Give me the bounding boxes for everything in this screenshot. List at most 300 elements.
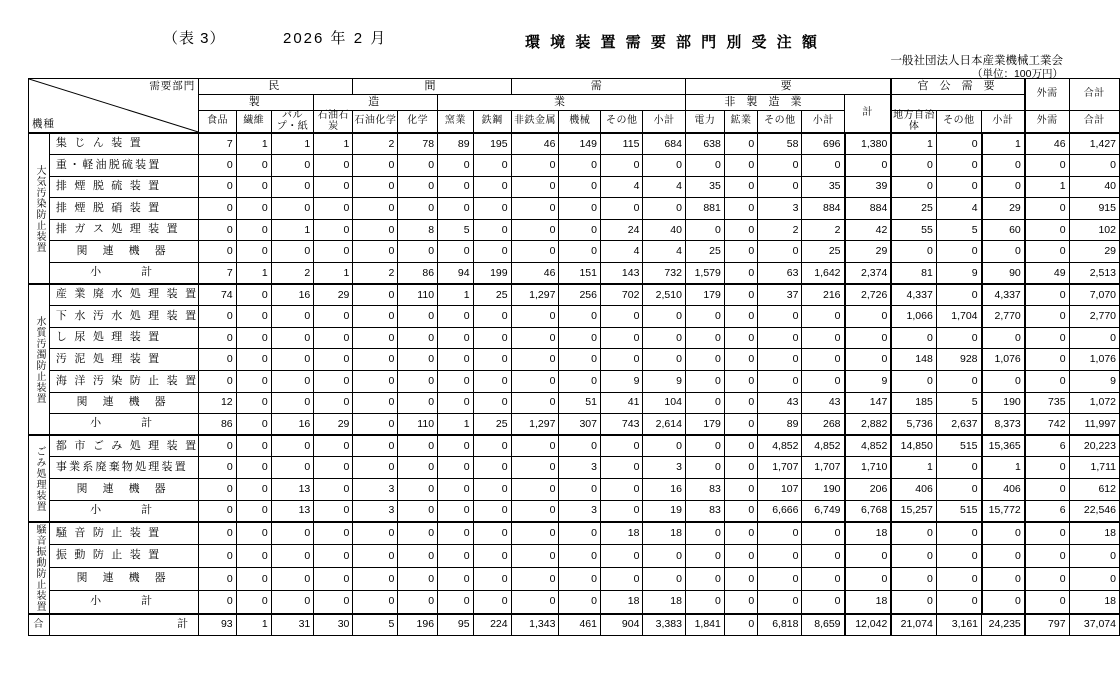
- col-power: 電力: [685, 111, 724, 134]
- cell-value: 0: [559, 435, 601, 457]
- cell-value: 13: [271, 500, 313, 522]
- cell-value: 16: [271, 414, 313, 436]
- cell-value: 0: [643, 568, 686, 591]
- cell-value: 0: [1069, 568, 1119, 591]
- cell-value: 0: [600, 479, 642, 501]
- cell-value: 3: [353, 500, 398, 522]
- cell-value: 0: [559, 522, 601, 545]
- table-row: [29, 500, 1120, 522]
- row-item-label: 集 じ ん 装 置: [49, 133, 198, 155]
- grand-total-cell: 30: [314, 614, 353, 636]
- table-row: [29, 198, 1120, 220]
- corner-bottom-label: 機種: [32, 117, 55, 130]
- cell-value: 18: [600, 522, 642, 545]
- row-item-label: 排 ガ ス 処 理 装 置: [49, 219, 198, 241]
- cell-value: 0: [600, 349, 642, 371]
- cell-value: 0: [845, 306, 892, 328]
- cell-value: 0: [511, 545, 559, 568]
- cell-value: 0: [271, 241, 313, 263]
- cell-value: 0: [724, 155, 757, 177]
- cell-value: 29: [314, 414, 353, 436]
- row-item-label: 都 市 ご み 処 理 装 置: [49, 435, 198, 457]
- cell-value: 0: [643, 327, 686, 349]
- cell-value: 1,072: [1069, 392, 1119, 414]
- cell-value: 6,749: [802, 500, 845, 522]
- grand-total-cell: 1: [236, 614, 271, 636]
- cell-value: 0: [199, 435, 236, 457]
- row-item-label: 振 動 防 止 装 置: [49, 545, 198, 568]
- cell-value: 0: [724, 198, 757, 220]
- cell-value: 0: [438, 371, 474, 393]
- cell-value: 0: [353, 435, 398, 457]
- cell-value: 19: [643, 500, 686, 522]
- cell-value: 0: [271, 568, 313, 591]
- cell-value: 0: [271, 349, 313, 371]
- cell-value: 0: [559, 198, 601, 220]
- row-item-label: 排 煙 脱 硝 装 置: [49, 198, 198, 220]
- cell-value: 0: [271, 545, 313, 568]
- cell-value: 0: [199, 522, 236, 545]
- cell-value: 0: [473, 198, 511, 220]
- cell-value: 83: [685, 500, 724, 522]
- cell-value: 0: [758, 306, 802, 328]
- cell-value: 0: [936, 241, 981, 263]
- cell-value: 55: [891, 219, 936, 241]
- cell-value: 0: [685, 155, 724, 177]
- cell-value: 0: [1025, 568, 1069, 591]
- cell-value: 16: [643, 479, 686, 501]
- cell-value: 9: [936, 263, 981, 285]
- cell-value: 0: [724, 263, 757, 285]
- cell-value: 0: [845, 327, 892, 349]
- col-grandtotal-sub: 合計: [1069, 111, 1119, 134]
- cell-value: 35: [802, 176, 845, 198]
- cell-value: 0: [236, 327, 271, 349]
- cell-value: 0: [1025, 327, 1069, 349]
- col-nonmfg-subtotal: 小計: [802, 111, 845, 134]
- col-mfg-3: 業: [438, 95, 686, 111]
- table-row: [29, 545, 1120, 568]
- cell-value: 884: [802, 198, 845, 220]
- cell-value: 0: [398, 306, 438, 328]
- col-band-foreign: 外需: [1025, 79, 1069, 111]
- cell-value: 0: [802, 545, 845, 568]
- cell-value: 406: [891, 479, 936, 501]
- cell-value: 0: [724, 327, 757, 349]
- cell-value: 1,642: [802, 263, 845, 285]
- cell-value: 0: [473, 435, 511, 457]
- cell-value: 0: [353, 219, 398, 241]
- cell-value: 0: [398, 198, 438, 220]
- cell-value: 4: [643, 176, 686, 198]
- cell-value: 0: [353, 545, 398, 568]
- cell-value: 1: [314, 133, 353, 155]
- cell-value: 0: [511, 371, 559, 393]
- cell-value: 0: [473, 371, 511, 393]
- grand-total-cell: 8,659: [802, 614, 845, 636]
- cell-value: 0: [685, 435, 724, 457]
- cell-value: 1,704: [936, 306, 981, 328]
- cell-value: 7,070: [1069, 284, 1119, 306]
- cell-value: 0: [236, 219, 271, 241]
- cell-value: 0: [314, 392, 353, 414]
- cell-value: 0: [438, 327, 474, 349]
- cell-value: 20,223: [1069, 435, 1119, 457]
- cell-value: 43: [758, 392, 802, 414]
- col-oil-coal: 石油石炭: [314, 111, 353, 134]
- cell-value: 0: [398, 241, 438, 263]
- cell-value: 110: [398, 414, 438, 436]
- cell-value: 0: [473, 545, 511, 568]
- cell-value: 12: [199, 392, 236, 414]
- cell-value: 0: [891, 568, 936, 591]
- cell-value: 2,637: [936, 414, 981, 436]
- grand-total-cell: 904: [600, 614, 642, 636]
- cell-value: 0: [271, 457, 313, 479]
- cell-value: 0: [724, 176, 757, 198]
- cell-value: 0: [314, 500, 353, 522]
- cell-value: 0: [511, 500, 559, 522]
- cell-value: 0: [758, 568, 802, 591]
- row-item-label: 汚 泥 処 理 装 置: [49, 349, 198, 371]
- cell-value: 0: [353, 349, 398, 371]
- cell-value: 0: [559, 241, 601, 263]
- cell-value: 2,513: [1069, 263, 1119, 285]
- cell-value: 0: [398, 500, 438, 522]
- cell-value: 0: [353, 414, 398, 436]
- cell-value: 0: [559, 371, 601, 393]
- cell-value: 0: [236, 306, 271, 328]
- grand-total-cell: 461: [559, 614, 601, 636]
- table-row: [29, 522, 1120, 545]
- cell-value: 15,365: [982, 435, 1025, 457]
- cell-value: 190: [802, 479, 845, 501]
- cell-value: 4,852: [802, 435, 845, 457]
- cell-value: 11,997: [1069, 414, 1119, 436]
- table-row: [29, 133, 1120, 155]
- cell-value: 2,510: [643, 284, 686, 306]
- cell-value: 22,546: [1069, 500, 1119, 522]
- cell-value: 0: [982, 241, 1025, 263]
- cell-value: 0: [473, 479, 511, 501]
- col-band-yo: 要: [685, 79, 891, 95]
- cell-value: 307: [559, 414, 601, 436]
- cell-value: 0: [758, 349, 802, 371]
- association-name: 一般社団法人日本産業機械工業会: [890, 55, 1063, 67]
- cell-value: 0: [936, 155, 981, 177]
- cell-value: 0: [398, 568, 438, 591]
- cell-value: 6: [1025, 500, 1069, 522]
- cell-value: 0: [398, 435, 438, 457]
- cell-value: 0: [758, 327, 802, 349]
- cell-value: 195: [473, 133, 511, 155]
- cell-value: 0: [398, 349, 438, 371]
- cell-value: 0: [511, 219, 559, 241]
- cell-value: 1: [891, 457, 936, 479]
- cell-value: 102: [1069, 219, 1119, 241]
- cell-value: 0: [936, 568, 981, 591]
- cell-value: 25: [891, 198, 936, 220]
- cell-value: 0: [724, 568, 757, 591]
- row-item-label: 関 連 機 器: [49, 568, 198, 591]
- col-petrochem: 石油化学: [353, 111, 398, 134]
- grand-total-cell: 93: [199, 614, 236, 636]
- cell-value: 0: [845, 568, 892, 591]
- cell-value: 0: [199, 591, 236, 614]
- cell-value: 86: [199, 414, 236, 436]
- cell-value: 63: [758, 263, 802, 285]
- cell-value: 0: [398, 392, 438, 414]
- cell-value: 0: [643, 545, 686, 568]
- cell-value: 0: [353, 371, 398, 393]
- cell-value: 0: [600, 545, 642, 568]
- cell-value: 0: [199, 327, 236, 349]
- cell-value: 0: [891, 176, 936, 198]
- cell-value: 13: [271, 479, 313, 501]
- cell-value: 0: [438, 479, 474, 501]
- cell-value: 15,772: [982, 500, 1025, 522]
- table-body: [29, 133, 1120, 635]
- cell-value: 0: [1025, 219, 1069, 241]
- cell-value: 1,579: [685, 263, 724, 285]
- table-row: [29, 284, 1120, 306]
- cell-value: 2: [758, 219, 802, 241]
- cell-value: 915: [1069, 198, 1119, 220]
- cell-value: 0: [1025, 522, 1069, 545]
- cell-value: 46: [511, 133, 559, 155]
- cell-value: 0: [473, 591, 511, 614]
- cell-value: 3: [758, 198, 802, 220]
- cell-value: 2,770: [982, 306, 1025, 328]
- cell-value: 0: [473, 306, 511, 328]
- cell-value: 1,711: [1069, 457, 1119, 479]
- col-machinery: 機械: [559, 111, 601, 134]
- cell-value: 1: [438, 414, 474, 436]
- cell-value: 0: [758, 545, 802, 568]
- cell-value: 0: [199, 198, 236, 220]
- cell-value: 0: [511, 306, 559, 328]
- cell-value: 18: [600, 591, 642, 614]
- cell-value: 49: [1025, 263, 1069, 285]
- col-other-mfg: その他: [600, 111, 642, 134]
- cell-value: 0: [271, 155, 313, 177]
- cell-value: 0: [236, 241, 271, 263]
- cell-value: 743: [600, 414, 642, 436]
- cell-value: 0: [236, 414, 271, 436]
- cell-value: 1: [982, 457, 1025, 479]
- cell-value: 29: [845, 241, 892, 263]
- row-item-label: 小 計: [49, 414, 198, 436]
- cell-value: 0: [398, 479, 438, 501]
- cell-value: 148: [891, 349, 936, 371]
- cell-value: 0: [891, 522, 936, 545]
- cell-value: 89: [758, 414, 802, 436]
- cell-value: 0: [724, 479, 757, 501]
- grand-total-cell: 3,161: [936, 614, 981, 636]
- cell-value: 0: [353, 327, 398, 349]
- page-title: 環 境 装 置 需 要 部 門 別 受 注 額: [525, 34, 820, 51]
- cell-value: 0: [199, 219, 236, 241]
- cell-value: 0: [353, 284, 398, 306]
- cell-value: 0: [1025, 155, 1069, 177]
- cell-value: 0: [936, 133, 981, 155]
- cell-value: 0: [438, 568, 474, 591]
- cell-value: 0: [724, 591, 757, 614]
- cell-value: 185: [891, 392, 936, 414]
- cell-value: 4,852: [758, 435, 802, 457]
- table-row: [29, 219, 1120, 241]
- cell-value: 881: [685, 198, 724, 220]
- cell-value: 0: [398, 327, 438, 349]
- cell-value: 0: [559, 568, 601, 591]
- cell-value: 0: [724, 133, 757, 155]
- cell-value: 0: [936, 176, 981, 198]
- cell-value: 0: [982, 176, 1025, 198]
- table-row: [29, 392, 1120, 414]
- cell-value: 0: [802, 155, 845, 177]
- cell-value: 0: [1069, 327, 1119, 349]
- cell-value: 0: [314, 219, 353, 241]
- cell-value: 0: [511, 522, 559, 545]
- cell-value: 0: [473, 176, 511, 198]
- col-textile: 繊維: [236, 111, 271, 134]
- cell-value: 638: [685, 133, 724, 155]
- cell-value: 0: [398, 545, 438, 568]
- cell-value: 25: [685, 241, 724, 263]
- cell-value: 1: [271, 133, 313, 155]
- col-public-other: その他: [936, 111, 981, 134]
- grand-total-row: [29, 614, 1120, 636]
- cell-value: 0: [314, 371, 353, 393]
- cell-value: 0: [314, 241, 353, 263]
- cell-value: 0: [511, 241, 559, 263]
- col-local-gov: 地方自治体: [893, 110, 936, 132]
- cell-value: 5: [438, 219, 474, 241]
- cell-value: 0: [353, 155, 398, 177]
- cell-value: 0: [936, 371, 981, 393]
- cell-value: 696: [802, 133, 845, 155]
- cell-value: 0: [353, 198, 398, 220]
- cell-value: 3: [353, 479, 398, 501]
- cell-value: 216: [802, 284, 845, 306]
- cell-value: 0: [473, 155, 511, 177]
- cell-value: 0: [314, 176, 353, 198]
- cell-value: 1,076: [982, 349, 1025, 371]
- cell-value: 1,076: [1069, 349, 1119, 371]
- cell-value: 107: [758, 479, 802, 501]
- row-item-label: 小 計: [49, 500, 198, 522]
- cell-value: 0: [724, 241, 757, 263]
- cell-value: 2,374: [845, 263, 892, 285]
- cell-value: 0: [236, 457, 271, 479]
- cell-value: 0: [438, 198, 474, 220]
- cell-value: 46: [1025, 133, 1069, 155]
- row-item-label: 小 計: [49, 263, 198, 285]
- cell-value: 0: [982, 155, 1025, 177]
- cell-value: 0: [236, 591, 271, 614]
- cell-value: 78: [398, 133, 438, 155]
- cell-value: 0: [802, 591, 845, 614]
- cell-value: 0: [724, 392, 757, 414]
- grand-total-cell: 224: [473, 614, 511, 636]
- cell-value: 7: [199, 133, 236, 155]
- cell-value: 18: [1069, 591, 1119, 614]
- cell-value: 0: [891, 241, 936, 263]
- grand-total-item-label: 計: [49, 614, 198, 636]
- cell-value: 0: [982, 568, 1025, 591]
- cell-value: 0: [685, 219, 724, 241]
- cell-value: 0: [685, 545, 724, 568]
- cell-value: 0: [982, 327, 1025, 349]
- cell-value: 0: [936, 327, 981, 349]
- cell-value: 0: [473, 500, 511, 522]
- cell-value: 0: [758, 176, 802, 198]
- col-mining: 鉱業: [724, 111, 757, 134]
- cell-value: 0: [236, 371, 271, 393]
- cell-value: 0: [236, 545, 271, 568]
- col-nonmfg: 非 製 造 業: [685, 95, 844, 111]
- cell-value: 35: [685, 176, 724, 198]
- cell-value: 0: [236, 392, 271, 414]
- cell-value: 0: [314, 522, 353, 545]
- cell-value: 5: [936, 219, 981, 241]
- cell-value: 0: [353, 591, 398, 614]
- cell-value: 1: [891, 133, 936, 155]
- cell-value: 0: [236, 568, 271, 591]
- col-foreign-sub: 外需: [1025, 111, 1069, 134]
- cell-value: 74: [199, 284, 236, 306]
- cell-value: 18: [643, 522, 686, 545]
- cell-value: 0: [559, 176, 601, 198]
- row-item-label: 関 連 機 器: [49, 392, 198, 414]
- cell-value: 0: [511, 591, 559, 614]
- cell-value: 37: [758, 284, 802, 306]
- cell-value: 0: [353, 241, 398, 263]
- cell-value: 0: [314, 327, 353, 349]
- cell-value: 256: [559, 284, 601, 306]
- cell-value: 0: [314, 591, 353, 614]
- row-item-label: し 尿 処 理 装 置: [49, 327, 198, 349]
- cell-value: 0: [314, 457, 353, 479]
- cell-value: 104: [643, 392, 686, 414]
- cell-value: 3: [559, 457, 601, 479]
- row-item-label: 排 煙 脱 硫 装 置: [49, 176, 198, 198]
- cell-value: 1: [982, 133, 1025, 155]
- cell-value: 15,257: [891, 500, 936, 522]
- cell-value: 0: [438, 392, 474, 414]
- cell-value: 0: [600, 568, 642, 591]
- cell-value: 0: [236, 284, 271, 306]
- cell-value: 1: [236, 133, 271, 155]
- cell-value: 0: [511, 435, 559, 457]
- cell-value: 3: [643, 457, 686, 479]
- cell-value: 0: [891, 327, 936, 349]
- cell-value: 190: [982, 392, 1025, 414]
- cell-value: 90: [982, 263, 1025, 285]
- cell-value: 8,373: [982, 414, 1025, 436]
- cell-value: 684: [643, 133, 686, 155]
- cell-value: 0: [199, 241, 236, 263]
- col-band-grandtotal: 合計: [1069, 79, 1119, 111]
- cell-value: 40: [643, 219, 686, 241]
- cell-value: 151: [559, 263, 601, 285]
- cell-value: 0: [685, 522, 724, 545]
- cell-value: 0: [559, 327, 601, 349]
- cell-value: 1: [271, 219, 313, 241]
- col-food: 食品: [199, 111, 236, 134]
- cell-value: 0: [314, 349, 353, 371]
- cell-value: 0: [314, 479, 353, 501]
